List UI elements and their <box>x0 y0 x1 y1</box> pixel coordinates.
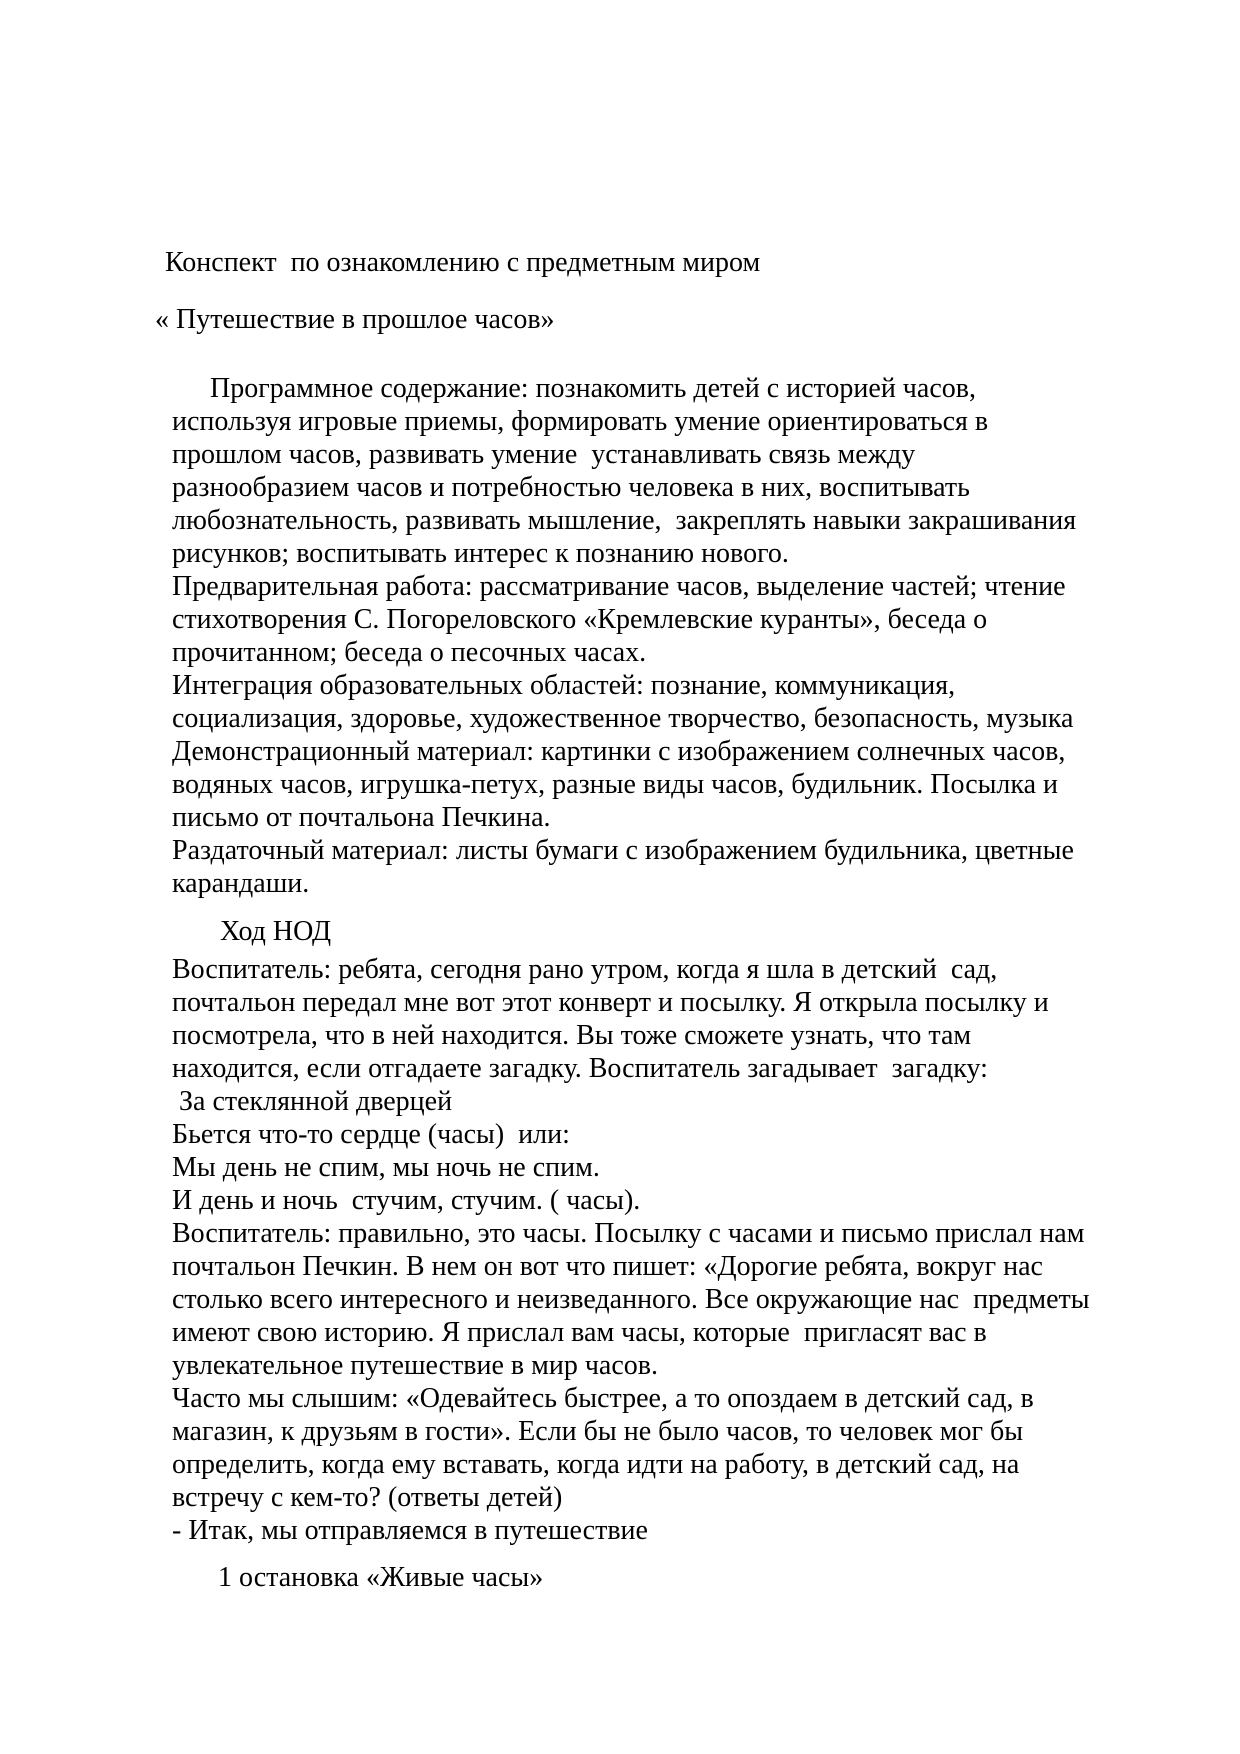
paragraph-subtitle <box>155 303 1132 336</box>
text-line: Конспект по ознакомлению с предметным миром <box>165 247 761 278</box>
text-line: находится, если отгадаете загадку. Воспитатель загадывает загадку: <box>172 1053 988 1084</box>
text-line: Предварительная работа: рассматривание часов, выделение частей; чтение <box>172 571 1066 602</box>
text-line: Часто мы слышим: «Одевайтесь быстрее, а то опоздаем в детский сад, в <box>172 1383 1034 1414</box>
text-line: Бьется что-то сердце (часы) или: <box>172 1119 570 1150</box>
text-line: почтальон передал мне вот этот конверт и посылку. Я открыла посылку и <box>172 987 1049 1018</box>
text-line: водяных часов, игрушка-петух, разные виды часов, будильник. Посылка и <box>172 769 1058 800</box>
text-line: За стеклянной дверцей <box>172 1086 453 1117</box>
text-line: письмо от почтальона Печкина. <box>172 802 551 833</box>
text-line: любознательность, развивать мышление, закреплять навыки закрашивания <box>172 505 1077 536</box>
text-line: Интеграция образовательных областей: познание, коммуникация, <box>172 670 956 701</box>
paragraph-body-main <box>172 372 1132 900</box>
text-line: определить, когда ему вставать, когда идти на работу, в детский сад, на <box>172 1449 1020 1480</box>
document-text-area <box>155 246 1132 1594</box>
text-line: магазин, к друзьям в гости». Если бы не было часов, то человек мог бы <box>172 1416 1024 1447</box>
paragraph-title <box>165 246 1132 279</box>
text-line: Раздаточный материал: листы бумаги с изображением будильника, цветные <box>172 835 1074 866</box>
text-line: встречу с кем-то? (ответы детей) <box>172 1482 563 1513</box>
text-line: увлекательное путешествие в мир часов. <box>172 1350 659 1381</box>
text-line: « Путешествие в прошлое часов» <box>155 304 555 335</box>
text-line: - Итак, мы отправляемся в путешествие <box>172 1515 648 1546</box>
text-line: имеют свою историю. Я прислал вам часы, которые пригласят вас в <box>172 1317 987 1348</box>
text-line: прошлом часов, развивать умение устанавливать связь между <box>172 439 916 470</box>
text-line: стихотворения С. Погореловского «Кремлевские куранты», беседа о <box>172 604 988 635</box>
text-line: прочитанном; беседа о песочных часах. <box>172 637 647 668</box>
text-line: рисунков; воспитывать интерес к познанию нового. <box>172 538 789 569</box>
text-line: посмотрела, что в ней находится. Вы тоже сможете узнать, что там <box>172 1020 972 1051</box>
paragraph-body-dialogue <box>172 953 1132 1547</box>
text-line: 1 остановка «Живые часы» <box>218 1562 544 1593</box>
text-line: Программное содержание: познакомить детей с историей часов, <box>210 373 976 404</box>
text-line: социализация, здоровье, художественное творчество, безопасность, музыка <box>172 703 1074 734</box>
text-line: столько всего интересного и неизведанного. Все окружающие нас предметы <box>172 1284 1090 1315</box>
text-line: Ход НОД <box>220 916 332 947</box>
text-line: Воспитатель: ребята, сегодня рано утром, когда я шла в детский сад, <box>172 954 998 985</box>
text-line: Воспитатель: правильно, это часы. Посылку с часами и письмо прислал нам <box>172 1218 1085 1249</box>
text-line: почтальон Печкин. В нем он вот что пишет: «Дорогие ребята, вокруг нас <box>172 1251 1043 1282</box>
text-line: И день и ночь стучим, стучим. ( часы). <box>172 1185 641 1216</box>
text-line: карандаши. <box>172 868 310 899</box>
paragraph-section-heading <box>172 915 1132 948</box>
text-line: используя игровые приемы, формировать умение ориентироваться в <box>172 406 989 437</box>
text-line: разнообразием часов и потребностью человека в них, воспитывать <box>172 472 970 503</box>
text-line: Мы день не спим, мы ночь не спим. <box>172 1152 600 1183</box>
paragraph-stop-heading <box>172 1561 1132 1594</box>
text-line: Демонстрационный материал: картинки с изображением солнечных часов, <box>172 736 1066 767</box>
